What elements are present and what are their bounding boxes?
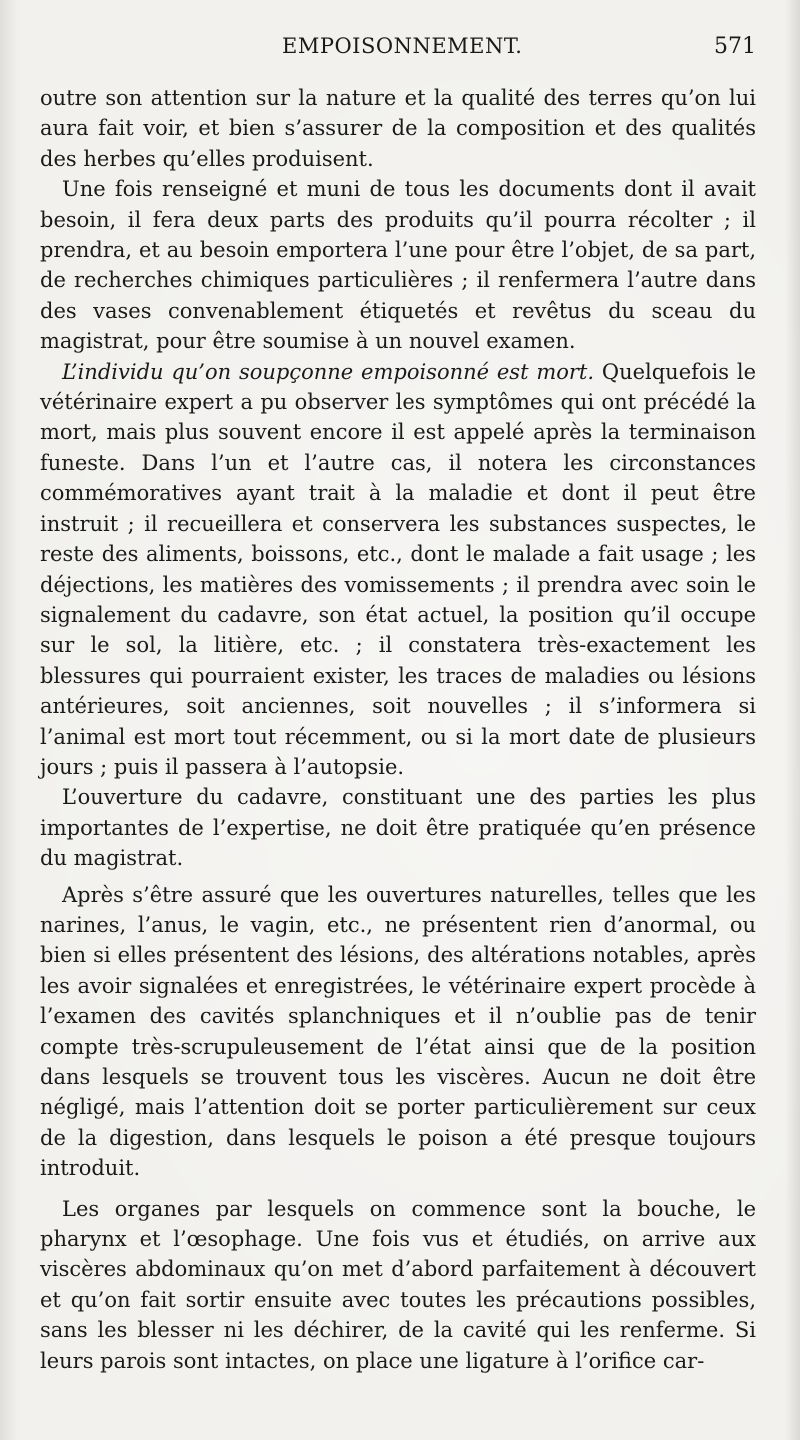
paragraph: Une fois renseigné et muni de tous les documents dont il avait besoin, il fera deux parts des produits qu’il pourra récolter ; il prendra, et au besoin emportera l’une pour être l’objet, de sa part, de recherches chimiques particulières ; il renfermera l’autre dans des vases convenablement étiquetés et revêtus du sceau du magistrat, pour être soumise à un nouvel examen. [40, 177, 756, 354]
italic-lead: L’individu qu’on soupçonne empoisonné est mort. [62, 359, 595, 384]
paragraph-text: Quelquefois le vétérinaire expert a pu observer les symptômes qui ont précédé la mort, mais plus souvent encore il est appelé après la terminaison funeste. Dans l’un et l’autre cas, il notera les circonstances commémoratives ayant trait à la maladie et dont il peut être instruit ; il recueillera et conservera les substances suspectes, le reste des aliments, boissons, etc., dont le malade a fait usage ; les déjections, les matières des vomissements ; il prendra avec soin le signalement du cadavre, son état actuel, la position qu’il occupe sur le sol, la litière, etc. ; il constatera très-exactement les blessures qui pourraient exister, les traces de maladies ou lésions antérieures, soit anciennes, soit nouvelles ; il s’informera si l’animal est mort tout récemment, ou si la mort date de plusieurs jours ; puis il passera à l’autopsie. [40, 359, 756, 779]
running-title: EMPOISONNEMENT. [282, 34, 523, 58]
paragraph-continuation: outre son attention sur la nature et la qualité des terres qu’on lui aura fait voir, et bien s’assurer de la composition et des qualités des herbes qu’elles produisent. [40, 86, 756, 171]
paragraph: Les organes par lesquels on commence sont la bouche, le pharynx et l’œsophage. Une fois vus et étudiés, on arrive aux viscères abdominaux qu’on met d’abord parfaitement à découvert et qu’on fait sortir ensuite avec toutes les précautions possibles, sans les blesser ni les déchirer, de la cavité qui les renferme. Si leurs parois sont intactes, on place une ligature à l’orifice car- [40, 1196, 756, 1373]
body-text [40, 83, 756, 1376]
paragraph: Après s’être assuré que les ouvertures naturelles, telles que les narines, l’anus, le vagin, etc., ne présentent rien d’anormal, ou bien si elles présentent des lésions, des altérations notables, après les avoir signalées et enregistrées, le vétérinaire expert procède à l’examen des cavités splanchniques et il n’oublie pas de tenir compte très-scrupuleusement de l’état ainsi que de la position dans lesquels se trouvent tous les viscères. Aucun ne doit être négligé, mais l’attention doit se porter particulièrement sur ceux de la digestion, dans lesquels le poison a été presque toujours introduit. [40, 882, 756, 1181]
paragraph-italic-lead [40, 357, 756, 783]
page-number: 571 [714, 34, 756, 59]
paragraph: L’ouverture du cadavre, constituant une des parties les plus importantes de l’expertise, ne doit être pratiquée qu’en présence du magistrat. [40, 785, 756, 871]
page-header [40, 34, 756, 66]
